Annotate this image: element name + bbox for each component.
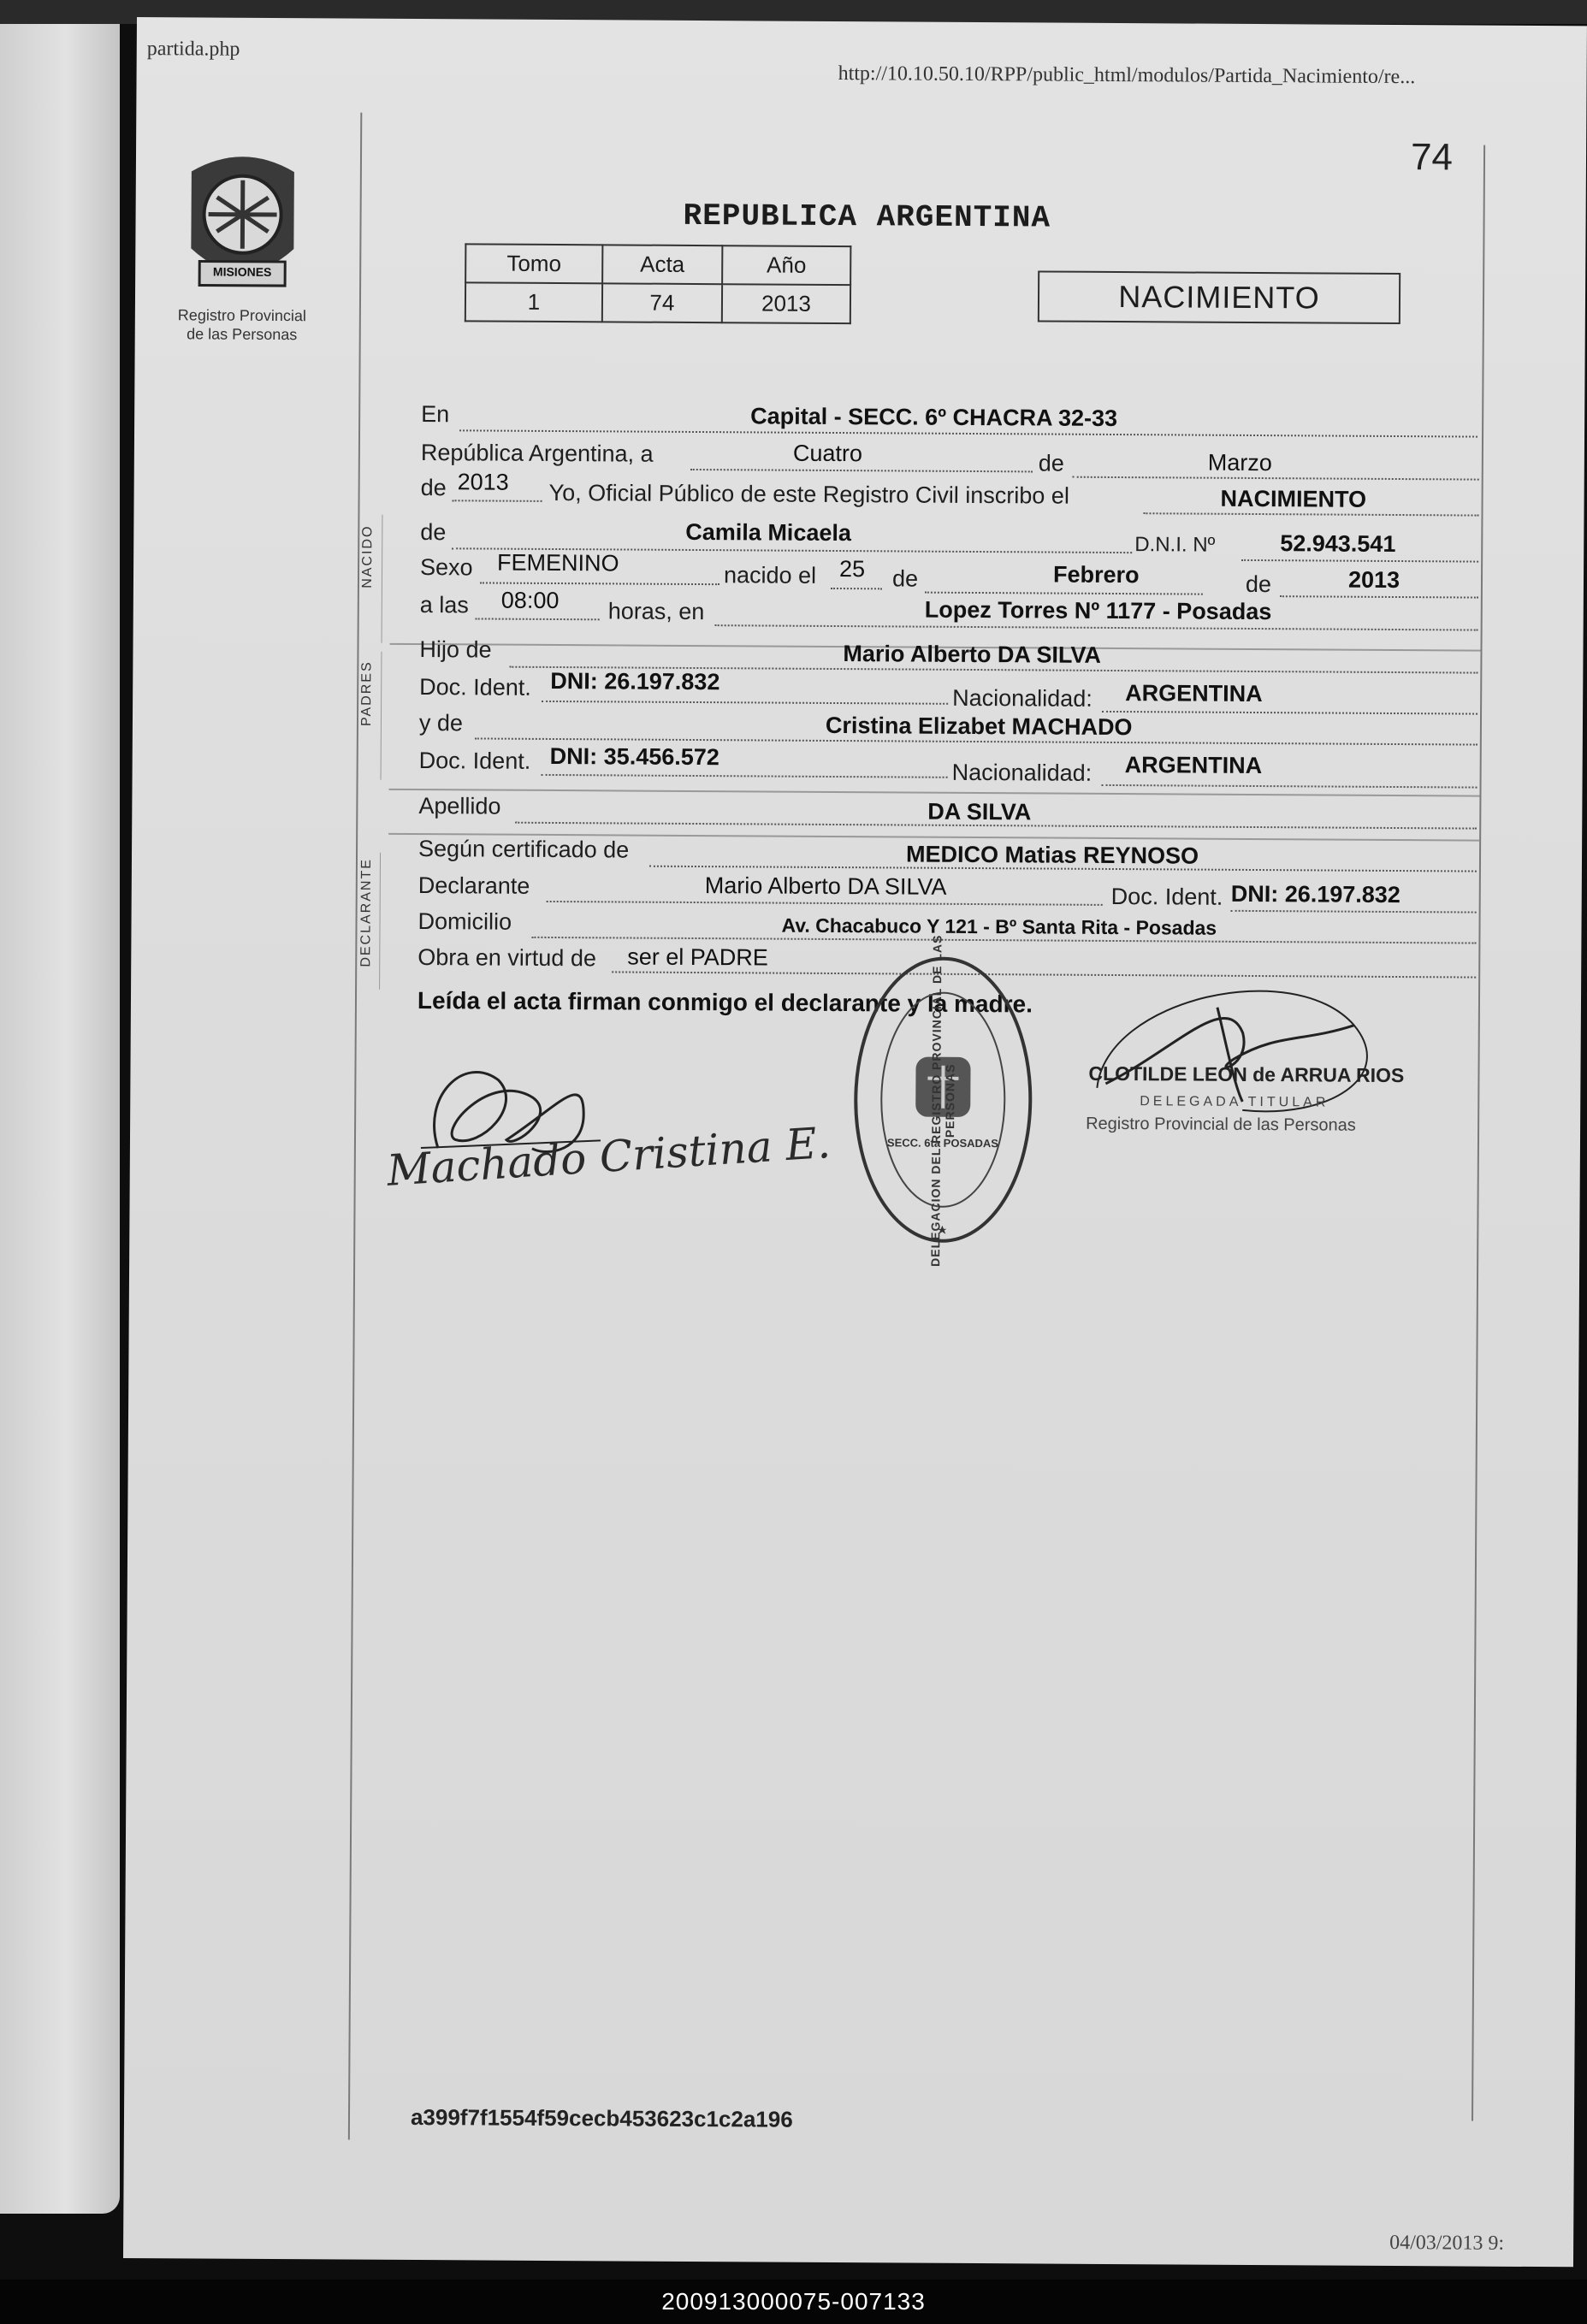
line-declarante-dni bbox=[1231, 910, 1477, 914]
caption-bar bbox=[0, 2280, 1587, 2324]
value-certificado: MEDICO Matias REYNOSO bbox=[905, 841, 1199, 869]
value-anio-nac: 2013 bbox=[1347, 566, 1400, 594]
label-republica-a: República Argentina, a bbox=[420, 440, 654, 467]
line-sexo bbox=[480, 582, 719, 585]
line-dia-inscripcion bbox=[690, 469, 1033, 472]
tomo-acta-anio-table bbox=[465, 243, 852, 324]
label-a-las: a las bbox=[419, 592, 469, 618]
value-padre-nac: ARGENTINA bbox=[1125, 680, 1263, 707]
section-rule-declarante bbox=[379, 853, 381, 990]
value-dia-inscripcion: Cuatro bbox=[792, 440, 863, 467]
label-doc-ident-1: Doc. Ident. bbox=[419, 674, 531, 701]
value-anio-inscripcion: 2013 bbox=[457, 469, 509, 495]
left-margin-rule bbox=[348, 113, 362, 2140]
stamp-ring-text: DELEGACION DEL REGISTRO PROVINCIAL DE LAS PERSONAS bbox=[928, 934, 957, 1267]
right-margin-rule bbox=[1472, 145, 1485, 2121]
act-type-box bbox=[1038, 270, 1400, 324]
col-tomo: Tomo bbox=[465, 244, 602, 283]
page-number: 74 bbox=[1410, 136, 1454, 179]
label-horas-en: horas, en bbox=[607, 598, 705, 625]
label-de-mes: de bbox=[1038, 450, 1064, 476]
stamp-inner-text: SECC. 6ta POSADAS bbox=[886, 1136, 999, 1150]
label-en: En bbox=[421, 401, 450, 428]
caption-text: 200913000075-007133 bbox=[661, 2288, 926, 2315]
line-madre-dni bbox=[542, 774, 948, 778]
label-apellido: Apellido bbox=[418, 793, 501, 819]
val-anio: 2013 bbox=[722, 284, 850, 323]
left-book-page bbox=[0, 24, 120, 2214]
col-anio: Año bbox=[722, 245, 850, 285]
label-sexo: Sexo bbox=[419, 554, 473, 581]
value-declarante-dni: DNI: 26.197.832 bbox=[1230, 880, 1400, 908]
official-title: DELEGADA TITULAR bbox=[1140, 1094, 1329, 1110]
registry-logo-line-1: Registro Provincial bbox=[177, 306, 306, 325]
label-nacido-el: nacido el bbox=[723, 562, 817, 588]
line-padre-dni bbox=[542, 701, 948, 705]
birth-certificate-sheet bbox=[123, 17, 1587, 2267]
registry-logo bbox=[174, 145, 311, 300]
country-title: REPUBLICA ARGENTINA bbox=[683, 198, 1051, 236]
value-sexo: FEMENINO bbox=[497, 549, 619, 577]
logo-seal-text: MISIONES bbox=[212, 264, 272, 279]
line-anio-nac bbox=[1280, 595, 1478, 598]
act-type: NACIMIENTO bbox=[1118, 279, 1320, 316]
val-tomo: 1 bbox=[465, 282, 602, 322]
official-stamp bbox=[848, 934, 1038, 1267]
line-padre-nac bbox=[1102, 711, 1477, 715]
value-madre-nac: ARGENTINA bbox=[1124, 752, 1263, 779]
label-dni: D.N.I. Nº bbox=[1134, 533, 1216, 557]
label-nacionalidad-1: Nacionalidad: bbox=[952, 684, 1093, 712]
line-mes-nac bbox=[925, 592, 1203, 595]
label-segun-certificado: Según certificado de bbox=[417, 836, 630, 863]
value-mes-inscripcion: Marzo bbox=[1207, 449, 1272, 476]
value-dia-nac: 25 bbox=[838, 556, 866, 582]
value-madre-dni: DNI: 35.456.572 bbox=[549, 742, 719, 771]
label-oficial-text: Yo, Oficial Público de este Registro Civil inscribo el bbox=[548, 479, 1069, 509]
label-nacido-de-2: de bbox=[1245, 571, 1272, 598]
label-de-anio: de bbox=[420, 475, 447, 501]
official-name: CLOTILDE LEON de ARRUA RIOS bbox=[1088, 1061, 1405, 1087]
section-divider-2 bbox=[388, 789, 1479, 797]
line-anio-inscripcion bbox=[453, 500, 542, 502]
label-y-de: y de bbox=[418, 710, 464, 736]
section-declarante: DECLARANTE bbox=[358, 858, 374, 967]
section-rule-padres bbox=[381, 652, 382, 780]
value-tipo-inscripcion: NACIMIENTO bbox=[1220, 485, 1367, 512]
page-url: http://10.10.50.10/RPP/public_html/modulos/Partida_Nacimiento/re... bbox=[838, 62, 1416, 89]
val-acta: 74 bbox=[602, 283, 722, 322]
line-lugar-nac bbox=[715, 624, 1478, 630]
label-doc-ident-declarante: Doc. Ident. bbox=[1110, 883, 1223, 910]
label-nombre-de: de bbox=[420, 519, 447, 546]
line-mes-inscripcion bbox=[1073, 476, 1479, 481]
value-lugar-nac: Lopez Torres Nº 1177 - Posadas bbox=[924, 596, 1272, 625]
label-hijo-de: Hijo de bbox=[419, 636, 492, 663]
section-rule-nacido bbox=[382, 515, 383, 643]
label-doc-ident-2: Doc. Ident. bbox=[418, 748, 531, 774]
label-nacionalidad-2: Nacionalidad: bbox=[951, 759, 1093, 786]
section-nacido: NACIDO bbox=[359, 524, 376, 588]
line-declarante bbox=[547, 901, 1103, 906]
value-madre: Cristina Elizabet MACHADO bbox=[825, 712, 1133, 741]
label-nacido-de: de bbox=[891, 565, 919, 592]
value-nombre: Camila Micaela bbox=[685, 518, 852, 547]
value-declarante: Mario Alberto DA SILVA bbox=[704, 872, 947, 900]
line-dia-nac bbox=[831, 588, 882, 589]
line-madre-nac bbox=[1102, 784, 1477, 789]
section-padres: PADRES bbox=[358, 660, 375, 727]
label-domicilio: Domicilio bbox=[417, 908, 512, 935]
registry-logo-line-2: de las Personas bbox=[187, 325, 298, 344]
line-dni bbox=[1241, 559, 1478, 563]
value-apellido: DA SILVA bbox=[927, 798, 1032, 825]
value-padre: Mario Alberto DA SILVA bbox=[843, 641, 1102, 668]
mother-handwriting: Machado Cristina E. bbox=[385, 1117, 832, 1196]
value-lugar: Capital - SECC. 6º CHACRA 32-33 bbox=[750, 403, 1118, 432]
footer-datetime: 04/03/2013 9: bbox=[1389, 2231, 1505, 2255]
label-declarante: Declarante bbox=[417, 872, 530, 899]
closing-sentence: Leída el acta firman conmigo el declarante y la madre. bbox=[417, 987, 1033, 1018]
value-hora: 08:00 bbox=[500, 587, 560, 614]
verification-hash: a399f7f1554f59cecb453623c1c2a196 bbox=[410, 2104, 793, 2132]
line-tipo-inscripcion bbox=[1143, 512, 1478, 516]
value-padre-dni: DNI: 26.197.832 bbox=[550, 667, 720, 695]
value-dni: 52.943.541 bbox=[1280, 530, 1396, 557]
value-domicilio: Av. Chacabuco Y 121 - Bº Santa Rita - Posadas bbox=[781, 914, 1217, 939]
label-obra-en-virtud: Obra en virtud de bbox=[417, 944, 597, 972]
col-acta: Acta bbox=[602, 245, 722, 284]
official-office: Registro Provincial de las Personas bbox=[1086, 1114, 1356, 1135]
value-obra: ser el PADRE bbox=[627, 943, 768, 971]
tab-title: partida.php bbox=[146, 38, 240, 61]
line-hora bbox=[476, 618, 600, 620]
value-mes-nac: Febrero bbox=[1052, 561, 1140, 588]
